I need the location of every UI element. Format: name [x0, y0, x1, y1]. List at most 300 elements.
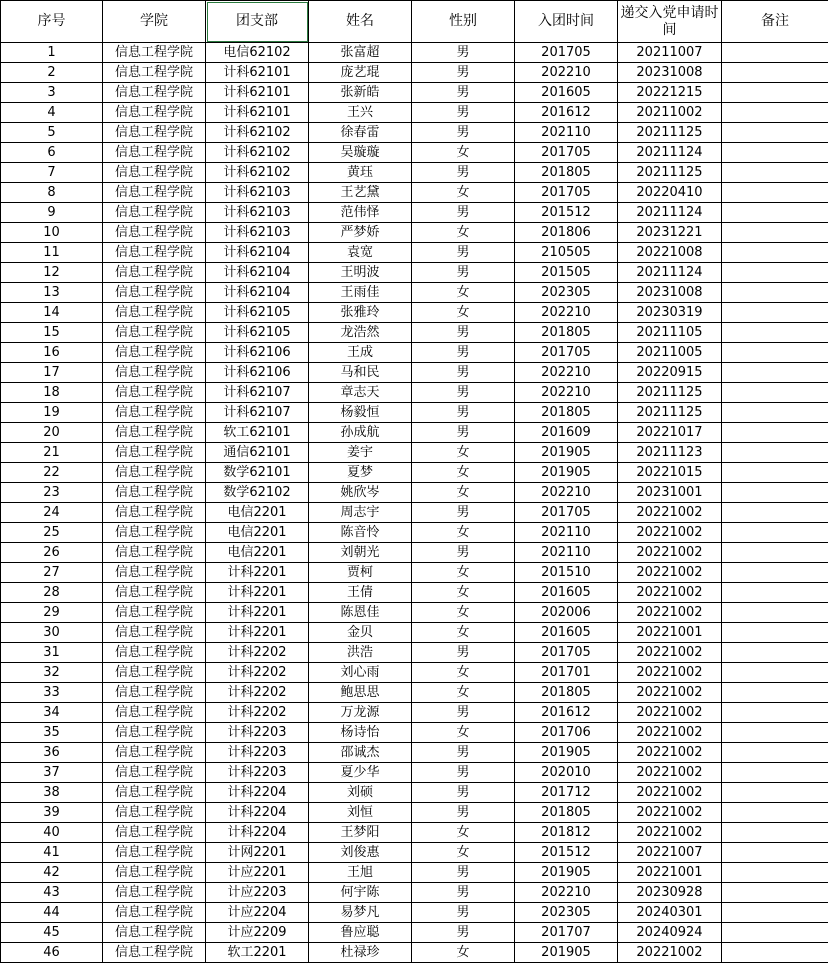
cell-league-date[interactable]: 201805 [515, 163, 618, 183]
cell-league-date[interactable]: 202110 [515, 523, 618, 543]
cell-index[interactable]: 28 [1, 583, 103, 603]
cell-remarks[interactable] [722, 323, 828, 343]
cell-college[interactable]: 信息工程学院 [103, 283, 206, 303]
cell-application-date[interactable]: 20211005 [618, 343, 722, 363]
cell-remarks[interactable] [722, 543, 828, 563]
cell-index[interactable]: 5 [1, 123, 103, 143]
cell-remarks[interactable] [722, 943, 828, 963]
cell-league-date[interactable]: 202305 [515, 903, 618, 923]
cell-name[interactable]: 鲁应聪 [309, 923, 412, 943]
cell-remarks[interactable] [722, 103, 828, 123]
cell-gender[interactable]: 男 [412, 503, 515, 523]
cell-application-date[interactable]: 20211125 [618, 163, 722, 183]
header-cell-branch[interactable]: 团支部 [206, 1, 309, 43]
cell-college[interactable]: 信息工程学院 [103, 163, 206, 183]
cell-branch[interactable]: 计科2203 [206, 743, 309, 763]
cell-league-date[interactable]: 202010 [515, 763, 618, 783]
cell-gender[interactable]: 男 [412, 243, 515, 263]
cell-college[interactable]: 信息工程学院 [103, 143, 206, 163]
cell-league-date[interactable]: 202210 [515, 303, 618, 323]
cell-index[interactable]: 26 [1, 543, 103, 563]
cell-name[interactable]: 刘朝光 [309, 543, 412, 563]
header-cell-league-date[interactable]: 入团时间 [515, 1, 618, 43]
cell-index[interactable]: 40 [1, 823, 103, 843]
cell-league-date[interactable]: 202110 [515, 123, 618, 143]
cell-gender[interactable]: 女 [412, 483, 515, 503]
cell-application-date[interactable]: 20221002 [618, 743, 722, 763]
cell-remarks[interactable] [722, 463, 828, 483]
cell-league-date[interactable]: 210505 [515, 243, 618, 263]
cell-league-date[interactable]: 201712 [515, 783, 618, 803]
cell-index[interactable]: 19 [1, 403, 103, 423]
cell-index[interactable]: 3 [1, 83, 103, 103]
cell-remarks[interactable] [722, 243, 828, 263]
cell-college[interactable]: 信息工程学院 [103, 523, 206, 543]
cell-branch[interactable]: 计科62103 [206, 203, 309, 223]
cell-branch[interactable]: 计科62104 [206, 263, 309, 283]
cell-branch[interactable]: 计科62102 [206, 123, 309, 143]
cell-remarks[interactable] [722, 223, 828, 243]
cell-index[interactable]: 10 [1, 223, 103, 243]
cell-branch[interactable]: 计科2203 [206, 763, 309, 783]
cell-league-date[interactable]: 202110 [515, 543, 618, 563]
cell-index[interactable]: 12 [1, 263, 103, 283]
cell-college[interactable]: 信息工程学院 [103, 543, 206, 563]
cell-application-date[interactable]: 20231001 [618, 483, 722, 503]
cell-application-date[interactable]: 20231008 [618, 283, 722, 303]
cell-name[interactable]: 吴璇璇 [309, 143, 412, 163]
cell-branch[interactable]: 计科62106 [206, 363, 309, 383]
cell-gender[interactable]: 女 [412, 663, 515, 683]
cell-league-date[interactable]: 201505 [515, 263, 618, 283]
cell-remarks[interactable] [722, 563, 828, 583]
cell-league-date[interactable]: 201705 [515, 343, 618, 363]
cell-index[interactable]: 21 [1, 443, 103, 463]
cell-gender[interactable]: 男 [412, 883, 515, 903]
cell-application-date[interactable]: 20211105 [618, 323, 722, 343]
cell-remarks[interactable] [722, 783, 828, 803]
header-cell-name[interactable]: 姓名 [309, 1, 412, 43]
cell-branch[interactable]: 电信62102 [206, 43, 309, 63]
cell-branch[interactable]: 计科62104 [206, 243, 309, 263]
cell-branch[interactable]: 计应2204 [206, 903, 309, 923]
cell-college[interactable]: 信息工程学院 [103, 443, 206, 463]
cell-index[interactable]: 4 [1, 103, 103, 123]
cell-application-date[interactable]: 20221002 [618, 603, 722, 623]
cell-name[interactable]: 万龙源 [309, 703, 412, 723]
cell-league-date[interactable]: 202305 [515, 283, 618, 303]
cell-league-date[interactable]: 202006 [515, 603, 618, 623]
cell-remarks[interactable] [722, 523, 828, 543]
cell-branch[interactable]: 计科62102 [206, 163, 309, 183]
cell-remarks[interactable] [722, 743, 828, 763]
cell-index[interactable]: 6 [1, 143, 103, 163]
cell-name[interactable]: 刘俊惠 [309, 843, 412, 863]
cell-gender[interactable]: 男 [412, 363, 515, 383]
cell-gender[interactable]: 女 [412, 463, 515, 483]
cell-application-date[interactable]: 20221002 [618, 763, 722, 783]
cell-name[interactable]: 王明波 [309, 263, 412, 283]
cell-name[interactable]: 徐春雷 [309, 123, 412, 143]
cell-index[interactable]: 31 [1, 643, 103, 663]
cell-application-date[interactable]: 20221017 [618, 423, 722, 443]
cell-branch[interactable]: 计科2203 [206, 723, 309, 743]
cell-index[interactable]: 27 [1, 563, 103, 583]
header-cell-application-date[interactable]: 递交入党申请时间 [618, 1, 722, 43]
cell-branch[interactable]: 计科62101 [206, 83, 309, 103]
cell-branch[interactable]: 计应2209 [206, 923, 309, 943]
cell-college[interactable]: 信息工程学院 [103, 723, 206, 743]
cell-name[interactable]: 杨毅恒 [309, 403, 412, 423]
cell-name[interactable]: 刘恒 [309, 803, 412, 823]
cell-branch[interactable]: 计科2202 [206, 663, 309, 683]
cell-remarks[interactable] [722, 643, 828, 663]
cell-index[interactable]: 36 [1, 743, 103, 763]
cell-college[interactable]: 信息工程学院 [103, 603, 206, 623]
cell-college[interactable]: 信息工程学院 [103, 303, 206, 323]
cell-gender[interactable]: 男 [412, 783, 515, 803]
cell-index[interactable]: 18 [1, 383, 103, 403]
cell-college[interactable]: 信息工程学院 [103, 823, 206, 843]
cell-application-date[interactable]: 20221002 [618, 543, 722, 563]
cell-gender[interactable]: 男 [412, 923, 515, 943]
cell-index[interactable]: 25 [1, 523, 103, 543]
cell-league-date[interactable]: 201812 [515, 823, 618, 843]
cell-remarks[interactable] [722, 623, 828, 643]
cell-application-date[interactable]: 20220915 [618, 363, 722, 383]
cell-application-date[interactable]: 20211002 [618, 103, 722, 123]
cell-league-date[interactable]: 201805 [515, 683, 618, 703]
cell-gender[interactable]: 女 [412, 583, 515, 603]
cell-remarks[interactable] [722, 703, 828, 723]
cell-name[interactable]: 王梦阳 [309, 823, 412, 843]
cell-gender[interactable]: 女 [412, 603, 515, 623]
cell-name[interactable]: 夏少华 [309, 763, 412, 783]
cell-index[interactable]: 24 [1, 503, 103, 523]
cell-league-date[interactable]: 201805 [515, 403, 618, 423]
cell-branch[interactable]: 软工62101 [206, 423, 309, 443]
cell-league-date[interactable]: 202210 [515, 883, 618, 903]
cell-application-date[interactable]: 20221007 [618, 843, 722, 863]
cell-name[interactable]: 王倩 [309, 583, 412, 603]
cell-branch[interactable]: 计科62103 [206, 223, 309, 243]
cell-index[interactable]: 45 [1, 923, 103, 943]
cell-application-date[interactable]: 20211125 [618, 403, 722, 423]
cell-application-date[interactable]: 20230319 [618, 303, 722, 323]
cell-index[interactable]: 17 [1, 363, 103, 383]
cell-remarks[interactable] [722, 43, 828, 63]
cell-league-date[interactable]: 201705 [515, 503, 618, 523]
cell-application-date[interactable]: 20221002 [618, 803, 722, 823]
cell-application-date[interactable]: 20211123 [618, 443, 722, 463]
cell-gender[interactable]: 女 [412, 303, 515, 323]
cell-league-date[interactable]: 201605 [515, 583, 618, 603]
cell-college[interactable]: 信息工程学院 [103, 463, 206, 483]
cell-application-date[interactable]: 20230928 [618, 883, 722, 903]
cell-index[interactable]: 29 [1, 603, 103, 623]
cell-branch[interactable]: 软工2201 [206, 943, 309, 963]
cell-index[interactable]: 41 [1, 843, 103, 863]
cell-index[interactable]: 38 [1, 783, 103, 803]
cell-name[interactable]: 周志宇 [309, 503, 412, 523]
cell-college[interactable]: 信息工程学院 [103, 783, 206, 803]
cell-application-date[interactable]: 20240301 [618, 903, 722, 923]
cell-branch[interactable]: 计科62106 [206, 343, 309, 363]
cell-application-date[interactable]: 20231008 [618, 63, 722, 83]
cell-college[interactable]: 信息工程学院 [103, 803, 206, 823]
cell-branch[interactable]: 电信2201 [206, 503, 309, 523]
cell-name[interactable]: 王旭 [309, 863, 412, 883]
cell-league-date[interactable]: 201905 [515, 863, 618, 883]
cell-remarks[interactable] [722, 383, 828, 403]
cell-league-date[interactable]: 201612 [515, 103, 618, 123]
cell-name[interactable]: 姚欣岑 [309, 483, 412, 503]
cell-application-date[interactable]: 20221002 [618, 823, 722, 843]
cell-index[interactable]: 11 [1, 243, 103, 263]
cell-name[interactable]: 王雨佳 [309, 283, 412, 303]
cell-name[interactable]: 龙浩然 [309, 323, 412, 343]
cell-remarks[interactable] [722, 803, 828, 823]
cell-branch[interactable]: 计应2201 [206, 863, 309, 883]
cell-college[interactable]: 信息工程学院 [103, 123, 206, 143]
cell-gender[interactable]: 女 [412, 623, 515, 643]
cell-branch[interactable]: 计科62101 [206, 63, 309, 83]
cell-league-date[interactable]: 201605 [515, 83, 618, 103]
cell-index[interactable]: 20 [1, 423, 103, 443]
cell-college[interactable]: 信息工程学院 [103, 503, 206, 523]
cell-branch[interactable]: 计科2204 [206, 823, 309, 843]
cell-gender[interactable]: 男 [412, 383, 515, 403]
cell-name[interactable]: 金贝 [309, 623, 412, 643]
cell-remarks[interactable] [722, 303, 828, 323]
cell-index[interactable]: 43 [1, 883, 103, 903]
cell-branch[interactable]: 计科2201 [206, 603, 309, 623]
cell-gender[interactable]: 男 [412, 323, 515, 343]
cell-gender[interactable]: 女 [412, 183, 515, 203]
cell-college[interactable]: 信息工程学院 [103, 643, 206, 663]
cell-index[interactable]: 13 [1, 283, 103, 303]
cell-college[interactable]: 信息工程学院 [103, 403, 206, 423]
cell-gender[interactable]: 男 [412, 103, 515, 123]
cell-name[interactable]: 王艺黛 [309, 183, 412, 203]
cell-application-date[interactable]: 20221002 [618, 943, 722, 963]
cell-index[interactable]: 37 [1, 763, 103, 783]
cell-index[interactable]: 32 [1, 663, 103, 683]
cell-application-date[interactable]: 20221002 [618, 683, 722, 703]
cell-name[interactable]: 洪浩 [309, 643, 412, 663]
cell-college[interactable]: 信息工程学院 [103, 483, 206, 503]
cell-gender[interactable]: 女 [412, 563, 515, 583]
cell-college[interactable]: 信息工程学院 [103, 843, 206, 863]
cell-branch[interactable]: 计科2201 [206, 623, 309, 643]
cell-college[interactable]: 信息工程学院 [103, 763, 206, 783]
cell-name[interactable]: 袁宽 [309, 243, 412, 263]
cell-application-date[interactable]: 20221015 [618, 463, 722, 483]
cell-league-date[interactable]: 201905 [515, 463, 618, 483]
cell-league-date[interactable]: 201705 [515, 43, 618, 63]
cell-college[interactable]: 信息工程学院 [103, 743, 206, 763]
cell-college[interactable]: 信息工程学院 [103, 263, 206, 283]
cell-application-date[interactable]: 20211124 [618, 203, 722, 223]
cell-name[interactable]: 孙成航 [309, 423, 412, 443]
cell-branch[interactable]: 电信2201 [206, 523, 309, 543]
cell-name[interactable]: 王兴 [309, 103, 412, 123]
cell-college[interactable]: 信息工程学院 [103, 863, 206, 883]
header-cell-college[interactable]: 学院 [103, 1, 206, 43]
cell-remarks[interactable] [722, 903, 828, 923]
cell-branch[interactable]: 通信62101 [206, 443, 309, 463]
cell-college[interactable]: 信息工程学院 [103, 583, 206, 603]
cell-branch[interactable]: 计科2201 [206, 583, 309, 603]
cell-remarks[interactable] [722, 423, 828, 443]
cell-branch[interactable]: 电信2201 [206, 543, 309, 563]
cell-gender[interactable]: 男 [412, 743, 515, 763]
cell-application-date[interactable]: 20221002 [618, 723, 722, 743]
cell-branch[interactable]: 计科2202 [206, 643, 309, 663]
cell-remarks[interactable] [722, 503, 828, 523]
cell-remarks[interactable] [722, 843, 828, 863]
cell-remarks[interactable] [722, 663, 828, 683]
cell-name[interactable]: 马和民 [309, 363, 412, 383]
cell-branch[interactable]: 计科2204 [206, 803, 309, 823]
cell-remarks[interactable] [722, 263, 828, 283]
cell-application-date[interactable]: 20231221 [618, 223, 722, 243]
cell-remarks[interactable] [722, 683, 828, 703]
cell-name[interactable]: 王成 [309, 343, 412, 363]
cell-gender[interactable]: 男 [412, 63, 515, 83]
cell-branch[interactable]: 计科62104 [206, 283, 309, 303]
cell-league-date[interactable]: 201705 [515, 143, 618, 163]
cell-remarks[interactable] [722, 183, 828, 203]
cell-college[interactable]: 信息工程学院 [103, 943, 206, 963]
cell-application-date[interactable]: 20221002 [618, 663, 722, 683]
cell-remarks[interactable] [722, 123, 828, 143]
cell-application-date[interactable]: 20221002 [618, 783, 722, 803]
cell-college[interactable]: 信息工程学院 [103, 323, 206, 343]
cell-name[interactable]: 陈恩佳 [309, 603, 412, 623]
cell-league-date[interactable]: 201905 [515, 943, 618, 963]
cell-application-date[interactable]: 20221002 [618, 643, 722, 663]
cell-index[interactable]: 33 [1, 683, 103, 703]
cell-gender[interactable]: 女 [412, 283, 515, 303]
cell-remarks[interactable] [722, 363, 828, 383]
cell-name[interactable]: 贾柯 [309, 563, 412, 583]
cell-remarks[interactable] [722, 343, 828, 363]
cell-branch[interactable]: 计科62102 [206, 143, 309, 163]
cell-college[interactable]: 信息工程学院 [103, 343, 206, 363]
header-cell-gender[interactable]: 性别 [412, 1, 515, 43]
cell-application-date[interactable]: 20221002 [618, 703, 722, 723]
cell-name[interactable]: 邵诚杰 [309, 743, 412, 763]
cell-college[interactable]: 信息工程学院 [103, 623, 206, 643]
cell-index[interactable]: 14 [1, 303, 103, 323]
cell-college[interactable]: 信息工程学院 [103, 703, 206, 723]
cell-name[interactable]: 张雅玲 [309, 303, 412, 323]
cell-branch[interactable]: 计科62105 [206, 323, 309, 343]
cell-name[interactable]: 陈音怜 [309, 523, 412, 543]
cell-index[interactable]: 39 [1, 803, 103, 823]
cell-college[interactable]: 信息工程学院 [103, 383, 206, 403]
cell-branch[interactable]: 数学62101 [206, 463, 309, 483]
cell-remarks[interactable] [722, 763, 828, 783]
cell-gender[interactable]: 女 [412, 523, 515, 543]
cell-index[interactable]: 44 [1, 903, 103, 923]
cell-league-date[interactable]: 201706 [515, 723, 618, 743]
cell-remarks[interactable] [722, 163, 828, 183]
cell-index[interactable]: 42 [1, 863, 103, 883]
header-cell-remarks[interactable]: 备注 [722, 1, 828, 43]
cell-gender[interactable]: 女 [412, 943, 515, 963]
cell-name[interactable]: 鲍思思 [309, 683, 412, 703]
cell-name[interactable]: 张新皓 [309, 83, 412, 103]
cell-league-date[interactable]: 202210 [515, 483, 618, 503]
cell-college[interactable]: 信息工程学院 [103, 243, 206, 263]
cell-remarks[interactable] [722, 443, 828, 463]
cell-index[interactable]: 2 [1, 63, 103, 83]
cell-name[interactable]: 杜禄珍 [309, 943, 412, 963]
cell-application-date[interactable]: 20221008 [618, 243, 722, 263]
cell-application-date[interactable]: 20221001 [618, 863, 722, 883]
cell-index[interactable]: 35 [1, 723, 103, 743]
cell-gender[interactable]: 女 [412, 843, 515, 863]
cell-application-date[interactable]: 20240924 [618, 923, 722, 943]
cell-remarks[interactable] [722, 723, 828, 743]
cell-application-date[interactable]: 20211125 [618, 123, 722, 143]
cell-application-date[interactable]: 20221002 [618, 563, 722, 583]
cell-remarks[interactable] [722, 483, 828, 503]
cell-name[interactable]: 范伟怿 [309, 203, 412, 223]
cell-name[interactable]: 易梦凡 [309, 903, 412, 923]
cell-application-date[interactable]: 20211007 [618, 43, 722, 63]
cell-name[interactable]: 刘硕 [309, 783, 412, 803]
cell-branch[interactable]: 计科2201 [206, 563, 309, 583]
cell-league-date[interactable]: 201609 [515, 423, 618, 443]
cell-college[interactable]: 信息工程学院 [103, 883, 206, 903]
cell-remarks[interactable] [722, 403, 828, 423]
cell-college[interactable]: 信息工程学院 [103, 183, 206, 203]
cell-application-date[interactable]: 20221002 [618, 583, 722, 603]
cell-index[interactable]: 30 [1, 623, 103, 643]
cell-branch[interactable]: 计科2202 [206, 703, 309, 723]
cell-application-date[interactable]: 20221001 [618, 623, 722, 643]
cell-gender[interactable]: 女 [412, 143, 515, 163]
cell-remarks[interactable] [722, 203, 828, 223]
cell-gender[interactable]: 男 [412, 423, 515, 443]
cell-gender[interactable]: 女 [412, 223, 515, 243]
cell-college[interactable]: 信息工程学院 [103, 563, 206, 583]
cell-league-date[interactable]: 201707 [515, 923, 618, 943]
cell-college[interactable]: 信息工程学院 [103, 103, 206, 123]
cell-college[interactable]: 信息工程学院 [103, 903, 206, 923]
cell-branch[interactable]: 计科62103 [206, 183, 309, 203]
cell-gender[interactable]: 男 [412, 403, 515, 423]
cell-application-date[interactable]: 20220410 [618, 183, 722, 203]
cell-name[interactable]: 庞艺琨 [309, 63, 412, 83]
cell-league-date[interactable]: 201701 [515, 663, 618, 683]
cell-college[interactable]: 信息工程学院 [103, 83, 206, 103]
cell-gender[interactable]: 女 [412, 723, 515, 743]
cell-gender[interactable]: 男 [412, 203, 515, 223]
cell-league-date[interactable]: 201905 [515, 443, 618, 463]
cell-gender[interactable]: 男 [412, 543, 515, 563]
cell-gender[interactable]: 男 [412, 643, 515, 663]
cell-college[interactable]: 信息工程学院 [103, 363, 206, 383]
cell-name[interactable]: 何宇陈 [309, 883, 412, 903]
cell-branch[interactable]: 计科2204 [206, 783, 309, 803]
cell-league-date[interactable]: 201705 [515, 183, 618, 203]
cell-index[interactable]: 9 [1, 203, 103, 223]
cell-gender[interactable]: 男 [412, 43, 515, 63]
